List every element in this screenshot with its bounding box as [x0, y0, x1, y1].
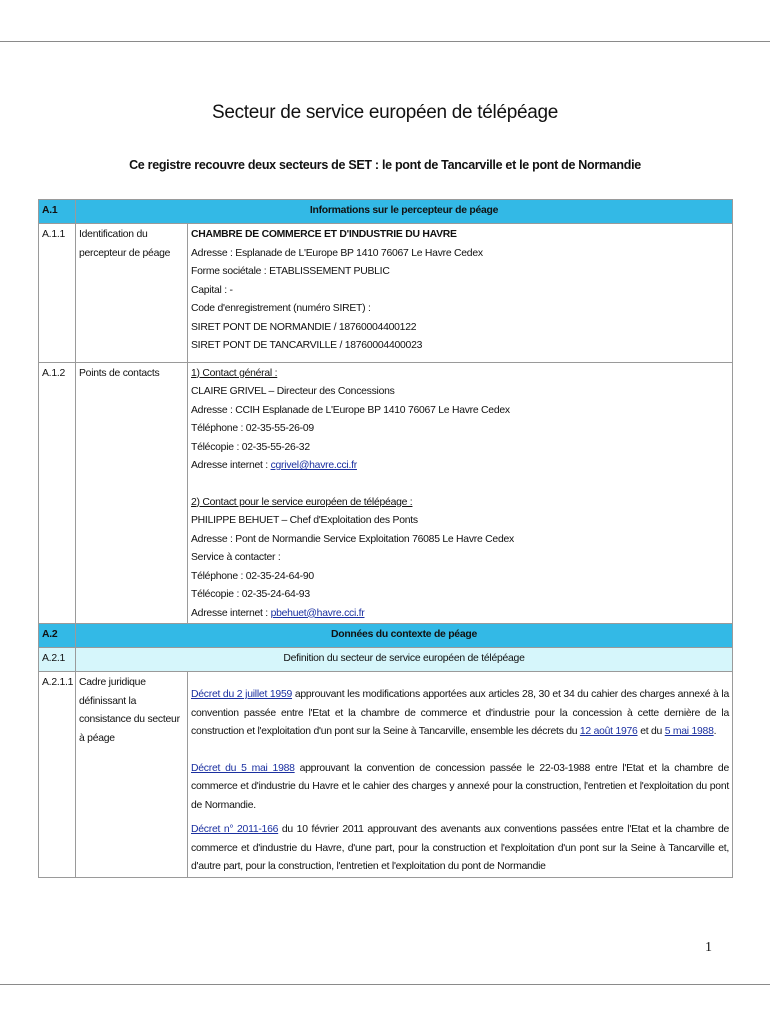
contact-line: Téléphone : 02-35-55-26-09: [191, 423, 314, 434]
info-line: SIRET PONT DE NORMANDIE / 18760004400122: [191, 321, 417, 333]
subsection-row-a21: [39, 648, 733, 672]
contact-line: PHILIPPE BEHUET – Chef d'Exploitation des Ponts: [191, 515, 418, 526]
paragraph-text: approuvant les modifications apportées aux articles 28, 30 et 34 du cahier des charges annexé à la convention passée entre l'Etat et la chambre de commerce et d'industrie pour la concession à cette dernière de la construction et l'exploitation d'un pont sur la Seine à Tancarville, ensemble les décrets du: [191, 689, 729, 737]
decree-link[interactable]: Décret n° 2011-166: [191, 824, 279, 835]
section-row-a1: [39, 200, 733, 224]
toll-charger-name: CHAMBRE DE COMMERCE ET D'INDUSTRIE DU HAVRE: [191, 229, 457, 240]
contact-line: Télécopie : 02-35-55-26-32: [191, 441, 310, 453]
info-line: Capital : -: [191, 284, 233, 296]
row-label: Identification du percepteur de péage: [76, 224, 188, 363]
decree-link[interactable]: Décret du 5 mai 1988: [191, 762, 295, 774]
email-prefix: Adresse internet :: [191, 460, 271, 471]
contact-heading: 1) Contact général :: [191, 367, 278, 379]
row-label: Points de contacts: [76, 362, 188, 624]
paragraph-text: du 10 février 2011 approuvant des avenants aux conventions passées entre l'Etat et la chambre de commerce et d'industrie du Havre, d'une part, pour la construction et l'exploitation d'un pont sur la Seine à Tancarville et, d'autre part, pour la construction, l'entretien et l'exploitation du pont de Normandie: [191, 824, 729, 872]
decree-link[interactable]: 12 août 1976: [579, 726, 638, 737]
subsection-code: A.2.1: [39, 648, 76, 672]
register-table: [38, 199, 733, 878]
email-prefix: Adresse internet :: [191, 607, 271, 619]
contact-line: Service à contacter :: [191, 552, 281, 563]
section-row-a2: [39, 624, 733, 648]
contact-email-line: [191, 457, 729, 476]
section-heading: Informations sur le percepteur de péage: [76, 200, 733, 224]
info-line: SIRET PONT DE TANCARVILLE / 18760004400023: [191, 340, 423, 351]
table-row-a211: [39, 672, 733, 878]
subsection-heading: Definition du secteur de service européen de télépéage: [76, 648, 733, 672]
decree-link[interactable]: 5 mai 1988: [664, 726, 714, 737]
info-line: Adresse : Esplanade de L'Europe BP 1410 76067 Le Havre Cedex: [191, 247, 483, 259]
document-title: Secteur de service européen de télépéage: [211, 102, 559, 123]
email-link[interactable]: cgrivel@havre.cci.fr: [270, 460, 357, 471]
info-line: Forme sociétale : ETABLISSEMENT PUBLIC: [191, 266, 390, 277]
row-content: [188, 224, 733, 363]
contact-line: Adresse : Pont de Normandie Service Exploitation 76085 Le Havre Cedex: [191, 533, 514, 545]
decree-link[interactable]: Décret du 2 juillet 1959: [191, 689, 293, 700]
row-code: A.2.1.1: [39, 672, 76, 878]
page-top-rule: [0, 41, 770, 42]
contact-line: Télécopie : 02-35-24-64-93: [191, 589, 310, 600]
section-code: A.2: [39, 624, 76, 648]
legal-paragraph: [191, 760, 729, 816]
row-code: A.1.1: [39, 224, 76, 363]
document-subtitle: Ce registre recouvre deux secteurs de SET : le pont de Tancarville et le pont de Normandie: [129, 158, 641, 172]
contact-line: CLAIRE GRIVEL – Directeur des Concessions: [191, 386, 395, 397]
table-row-a12: [39, 362, 733, 624]
page-number: 1: [705, 940, 712, 955]
table-row-a11: [39, 224, 733, 363]
paragraph-text: approuvant la convention de concession passée le 22-03-1988 entre l'Etat et la chambre de commerce et d'industrie du Havre et le cahier des charges y annexé pour la construction, l'entretien et l'exploitation du pont de Normandie.: [191, 762, 729, 811]
page-bottom-rule: [0, 984, 770, 985]
email-link[interactable]: pbehuet@havre.cci.fr: [270, 607, 365, 619]
paragraph-text: .: [713, 726, 717, 737]
contact-line: Adresse : CCIH Esplanade de L'Europe BP 1410 76067 Le Havre Cedex: [191, 404, 510, 416]
section-heading: Données du contexte de péage: [76, 624, 733, 648]
contact-heading: 2) Contact pour le service européen de télépéage :: [191, 496, 413, 508]
legal-paragraph: [191, 686, 729, 742]
section-code: A.1: [39, 200, 76, 224]
legal-paragraph: [191, 821, 729, 877]
contact-email-line: [191, 605, 729, 624]
paragraph-text: et du: [637, 726, 665, 737]
info-line: Code d'enregistrement (numéro SIRET) :: [191, 303, 371, 314]
row-content: [188, 672, 733, 878]
row-label: Cadre juridique définissant la consistance du secteur à péage: [76, 672, 188, 878]
contact-line: Téléphone : 02-35-24-64-90: [191, 570, 314, 582]
row-code: A.1.2: [39, 362, 76, 624]
row-content: [188, 362, 733, 624]
